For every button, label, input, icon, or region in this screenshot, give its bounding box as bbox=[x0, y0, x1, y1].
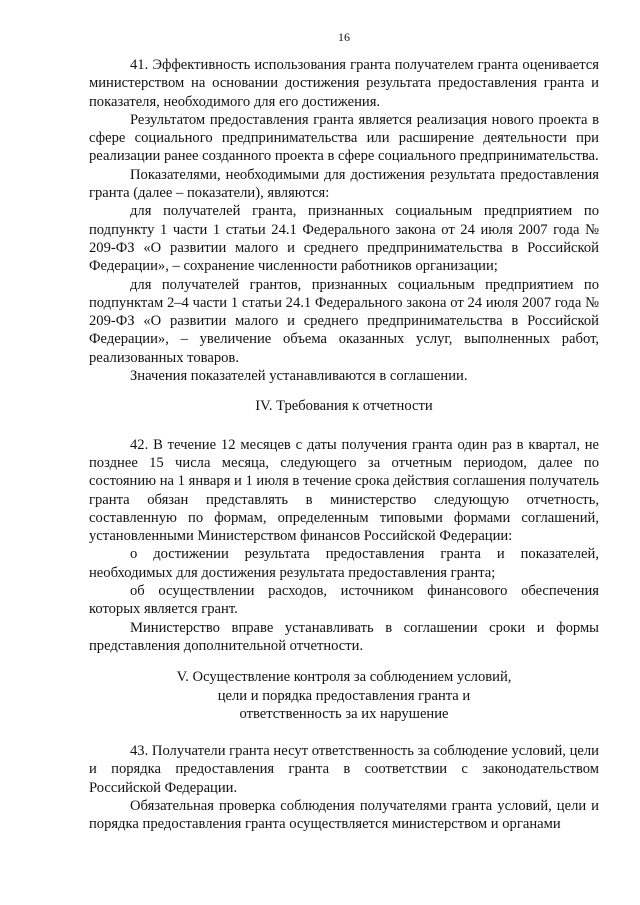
paragraph-indicators: Показателями, необходимыми для достижения результата предоставления гранта (далее – показатели), являются: bbox=[89, 166, 599, 202]
paragraph-43: 43. Получатели гранта несут ответственность за соблюдение условий, цели и порядка предоставления гранта в соответствии с законодательством Российской Федерации. bbox=[89, 743, 599, 796]
paragraph-additional-reporting: Министерство вправе устанавливать в соглашении сроки и формы представления дополнительной отчетности. bbox=[89, 619, 599, 654]
section-heading-v-line-3: ответственность за их нарушение bbox=[239, 705, 449, 722]
section-heading-v-line-2: цели и порядка предоставления гранта и bbox=[217, 687, 471, 704]
paragraph-report-2: об осуществлении расходов, источником финансового обеспечения которых является грант. bbox=[89, 583, 599, 618]
paragraph-indicator-1: для получателей гранта, признанных социальным предприятием по подпункту 1 части 1 статьи 24.1 Федерального закона от 24 июля 2007 года № 209-ФЗ «О развитии малого и среднего предпринимательства в Российской Федерации», – сохранение численности работников организации; bbox=[89, 203, 599, 275]
paragraph-result: Результатом предоставления гранта является реализация нового проекта в сфере социального предпринимательства или расширение деятельности при реализации ранее созданного проекта в сфере социального предпринимательства. bbox=[89, 111, 599, 165]
paragraph-report-1: о достижении результата предоставления гранта и показателей, необходимых для достижения результата предоставления гранта; bbox=[89, 546, 599, 581]
section-heading-v-line-1: V. Осуществление контроля за соблюдением условий, bbox=[176, 669, 512, 686]
document-body bbox=[89, 56, 599, 834]
paragraph-41: 41. Эффективность использования гранта получателем гранта оценивается министерством на основании достижения результата предоставления гранта и показателя, необходимого для его достижения. bbox=[89, 57, 599, 110]
paragraph-42: 42. В течение 12 месяцев с даты получения гранта один раз в квартал, не позднее 15 числа месяца, следующего за отчетным периодом, далее по состоянию на 1 января и 1 июля в течение срока действия соглашения получатель гранта обязан представлять в министерство следующую отчетность, составленную по формам, определенным типовыми формами соглашений, установленными Министерством финансов Российской Федерации: bbox=[89, 436, 599, 545]
paragraph-mandatory-check: Обязательная проверка соблюдения получателями гранта условий, цели и порядка предоставления гранта осуществляется министерством и органами bbox=[89, 797, 599, 833]
page-number: 16 bbox=[338, 30, 350, 44]
paragraph-indicator-values: Значения показателей устанавливаются в соглашении. bbox=[130, 368, 468, 385]
section-heading-iv: IV. Требования к отчетности bbox=[255, 398, 433, 415]
paragraph-indicator-2: для получателей грантов, признанных социальным предприятием по подпунктам 2–4 части 1 статьи 24.1 Федерального закона от 24 июля 2007 года № 209-ФЗ «О развитии малого и среднего предпринимательства в Российской Федерации», – увеличение объема оказанных услуг, выполненных работ, реализованных товаров. bbox=[89, 276, 599, 366]
